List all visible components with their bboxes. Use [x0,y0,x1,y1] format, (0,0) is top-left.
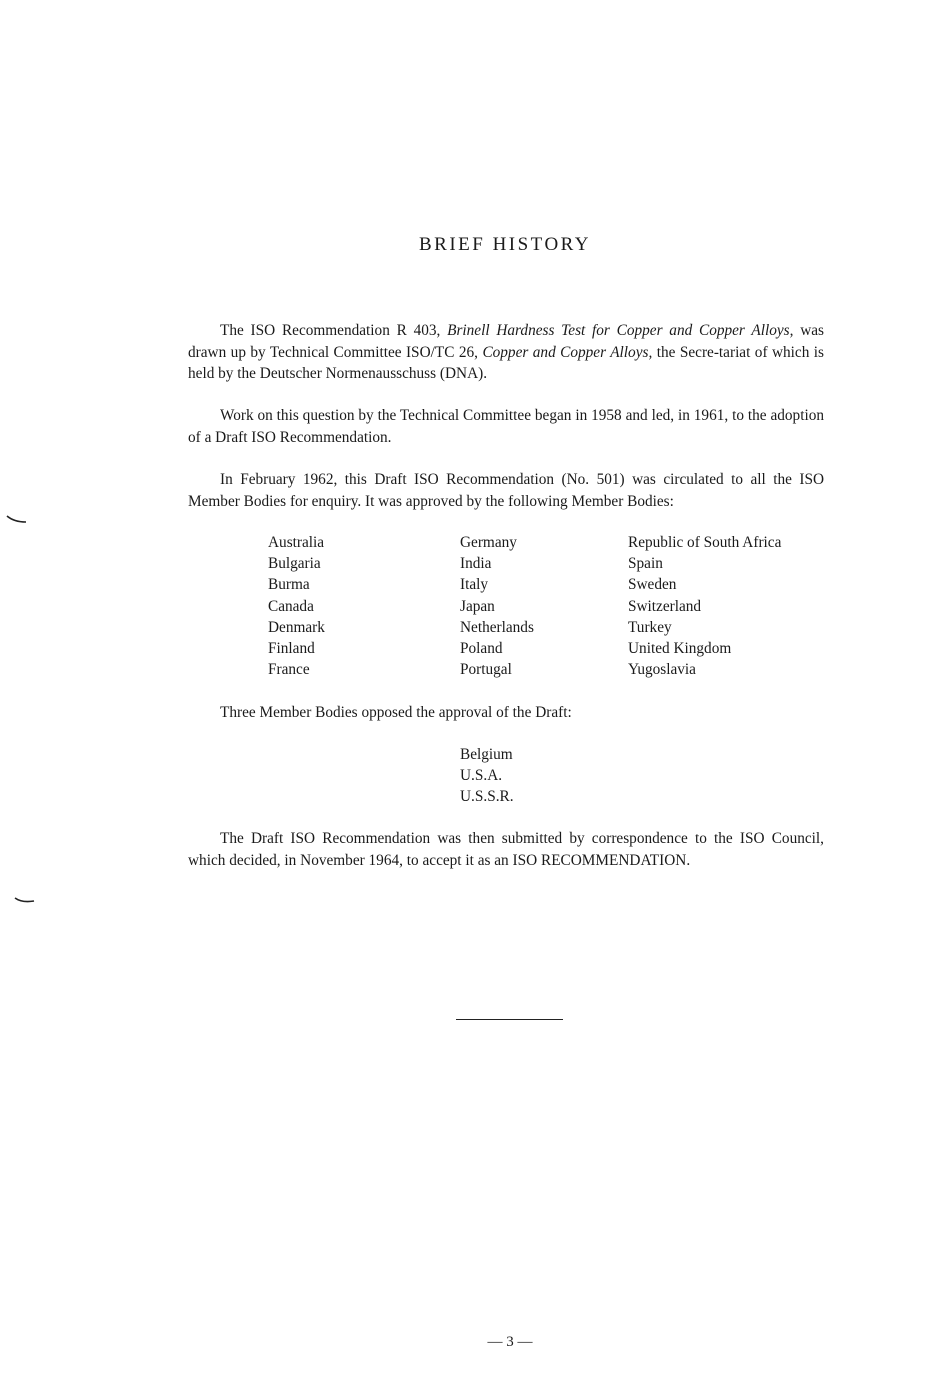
opposed-list [460,744,514,808]
paragraph-enquiry-text: In February 1962, this Draft ISO Recommendation (No. 501) was circulated to all the ISO Member Bodies for enquiry. It was approved by the following Member Bodies: [188,471,824,510]
member-body: Italy [460,576,489,594]
paragraph-origin-mid: was drawn up by Technical Committee ISO/TC 26, [188,322,824,361]
committee-title: Copper and Copper Alloys, [482,343,653,361]
paragraph-enquiry [188,469,824,512]
paragraph-origin-post: the Secre-tariat of which is held by the Deutscher Normenausschuss (DNA). [188,343,825,382]
member-body: Turkey [628,618,672,636]
member-body: France [268,661,310,679]
scan-mark [14,895,36,905]
member-body: Netherlands [460,618,534,636]
paragraph-council [188,828,824,871]
paragraph-origin-pre: The ISO Recommendation R 403, [220,322,441,339]
page-title: BRIEF HISTORY [418,234,592,255]
member-body: Canada [268,597,314,615]
opposing-body: U.S.S.R. [460,788,514,806]
approved-column-1 [268,532,325,680]
section-divider [456,1019,563,1020]
paragraph-opposed [188,702,824,724]
member-body: United Kingdom [628,640,732,658]
member-body: Spain [628,555,663,573]
member-body: Portugal [460,661,512,679]
standard-title: Brinell Hardness Test for Copper and Copper Alloys, [447,322,794,339]
member-body: Republic of South Africa [628,534,782,551]
paragraph-opposed-text: Three Member Bodies opposed the approval of the Draft: [220,704,572,721]
approved-column-2 [460,532,534,680]
member-body: Switzerland [628,597,702,615]
paragraph-council-text: The Draft ISO Recommendation was then submitted by correspondence to the ISO Council, which decided, in November 1964, to accept it as an ISO RECOMMENDATION. [188,830,824,869]
member-body: Yugoslavia [628,661,696,679]
member-body: Poland [460,640,503,658]
member-body: Sweden [628,576,677,594]
opposing-body: Belgium [460,746,513,763]
member-body: Australia [268,534,325,551]
paragraph-origin [188,320,824,385]
paragraph-work [188,405,824,448]
opposing-body: U.S.A. [460,767,503,785]
member-body: Bulgaria [268,555,321,573]
paragraph-work-text: Work on this question by the Technical Committee began in 1958 and led, in 1961, to the adoption of a Draft ISO Recommendation. [188,407,824,446]
approved-column-3 [628,532,781,680]
member-body: Burma [268,576,310,594]
scan-mark [6,514,28,524]
member-body: Denmark [268,618,325,636]
member-body: Japan [460,597,495,615]
page-number: — 3 — [487,1334,533,1350]
member-body: Finland [268,640,315,658]
member-body: Germany [460,534,517,551]
member-body: India [460,555,492,573]
